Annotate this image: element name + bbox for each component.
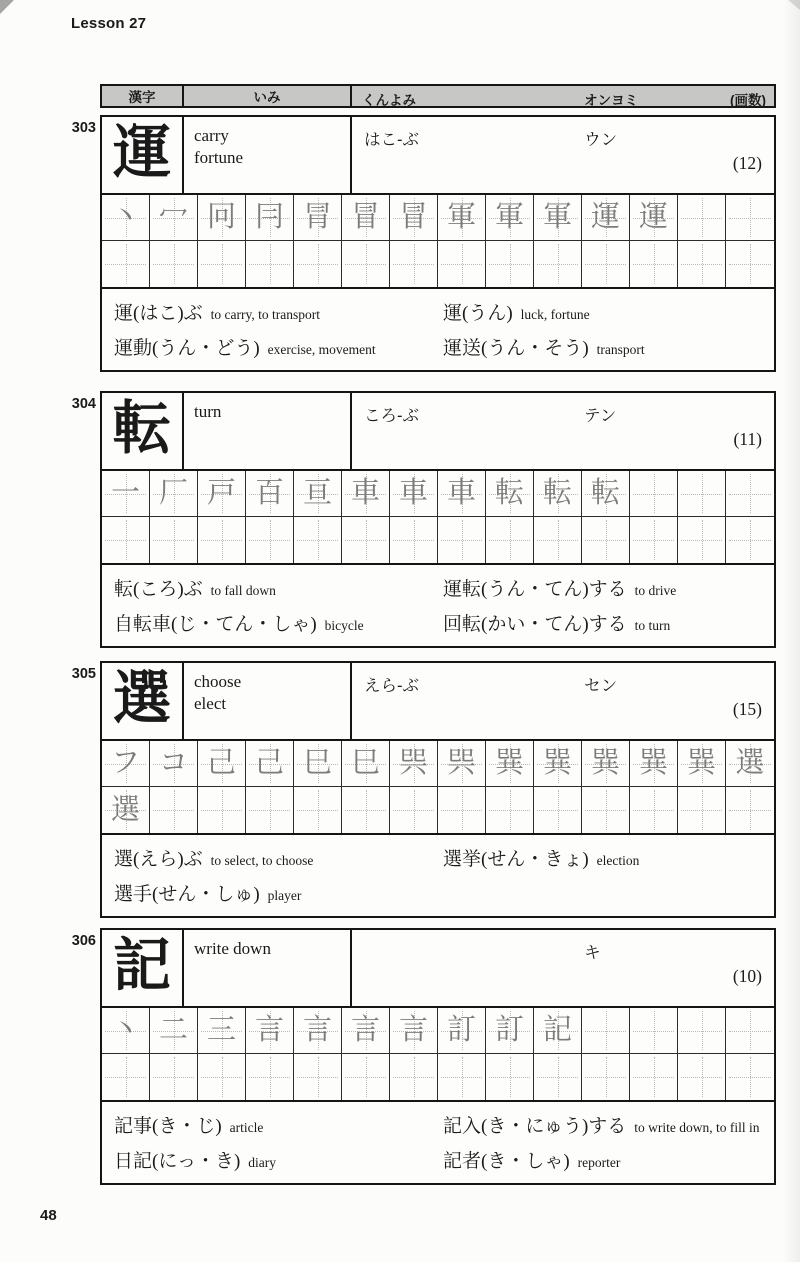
- stroke-cell: [390, 241, 438, 287]
- vocab-gloss: bicycle: [324, 618, 364, 633]
- stroke-cell: [582, 741, 630, 787]
- stroke-step-glyph: 丶: [110, 201, 140, 233]
- stroke-cell: [102, 517, 150, 563]
- vocab-japanese: 運送(うん・そう): [443, 338, 589, 359]
- stroke-step-glyph: 訂: [494, 1014, 524, 1046]
- stroke-cell: [486, 517, 534, 563]
- stroke-cell: [630, 241, 678, 287]
- vocab-japanese: 自転車(じ・てん・しゃ): [114, 614, 317, 635]
- stroke-step-glyph: フ: [110, 747, 140, 779]
- stroke-cell: [198, 241, 246, 287]
- stroke-cell: [150, 741, 198, 787]
- stroke-cell: [150, 241, 198, 287]
- vocab-gloss: reporter: [577, 1155, 621, 1170]
- vocab-japanese: 選(えら)ぶ: [114, 849, 203, 870]
- stroke-cell: [438, 241, 486, 287]
- vocab-item: [114, 1111, 439, 1138]
- stroke-step-glyph: 訂: [446, 1014, 476, 1046]
- stroke-cell: [342, 517, 390, 563]
- stroke-step-glyph: 軍: [494, 201, 524, 233]
- vocab-japanese: 日記(にっ・き): [114, 1151, 241, 1172]
- entry-info-row: [102, 930, 774, 1008]
- entry-meanings: [184, 117, 352, 193]
- stroke-cell: [726, 1054, 774, 1100]
- vocab-item: [443, 844, 768, 871]
- scan-artifact-top-left: [0, 0, 14, 14]
- stroke-cell: [726, 471, 774, 517]
- stroke-cell: [678, 471, 726, 517]
- stroke-cell: [534, 741, 582, 787]
- stroke-cell: [102, 741, 150, 787]
- entry-kanji: 記: [102, 930, 184, 1006]
- stroke-cell: [246, 1008, 294, 1054]
- stroke-cell: [246, 195, 294, 241]
- vocab-japanese: 記事(き・じ): [114, 1116, 222, 1137]
- stroke-cell: [486, 471, 534, 517]
- stroke-step-glyph: 転: [542, 477, 572, 509]
- page-number: 48: [40, 1207, 57, 1224]
- stroke-step-glyph: 車: [350, 477, 380, 509]
- stroke-cell: [438, 1008, 486, 1054]
- onyomi-reading: ウン: [584, 131, 618, 149]
- stroke-cell: [294, 787, 342, 833]
- stroke-cell: [726, 517, 774, 563]
- stroke-practice-grid: [102, 195, 774, 287]
- stroke-cell: [438, 517, 486, 563]
- stroke-cell: [438, 471, 486, 517]
- lesson-title: Lesson 27: [71, 15, 147, 32]
- vocab-gloss: to select, to choose: [210, 853, 314, 868]
- vocab-section: [102, 287, 774, 370]
- onyomi-reading: キ: [584, 944, 601, 962]
- stroke-step-glyph: 巺: [398, 747, 428, 779]
- stroke-cell: [198, 1054, 246, 1100]
- stroke-cell: [246, 1054, 294, 1100]
- stroke-cell: [342, 1008, 390, 1054]
- stroke-step-glyph: 転: [494, 477, 524, 509]
- stroke-cell: [246, 517, 294, 563]
- stroke-step-glyph: 冒: [398, 201, 428, 233]
- vocab-gloss: luck, fortune: [520, 307, 590, 322]
- vocab-gloss: to fall down: [210, 583, 276, 598]
- stroke-cell: [486, 1008, 534, 1054]
- stroke-count: (10): [732, 966, 762, 986]
- vocab-item: [114, 844, 439, 871]
- stroke-step-glyph: 冖: [158, 201, 188, 233]
- stroke-step-glyph: 言: [350, 1014, 380, 1046]
- entry-blocks-container: [71, 115, 776, 1185]
- entry-kanji: 転: [102, 393, 184, 469]
- stroke-step-glyph: 巳: [350, 747, 380, 779]
- vocab-item: [443, 574, 768, 601]
- stroke-cell: [150, 471, 198, 517]
- stroke-cell: [630, 471, 678, 517]
- stroke-cell: [294, 1008, 342, 1054]
- vocab-item: [443, 1111, 768, 1138]
- header-onyomi-label: オンヨミ: [584, 93, 639, 108]
- stroke-step-glyph: 巽: [638, 747, 668, 779]
- stroke-cell: [150, 195, 198, 241]
- stroke-cell: [342, 787, 390, 833]
- vocab-gloss: to drive: [634, 583, 677, 598]
- onyomi-reading: テン: [584, 407, 617, 425]
- stroke-cell: [294, 741, 342, 787]
- stroke-cell: [198, 787, 246, 833]
- entry-kanji: 運: [102, 117, 184, 193]
- vocab-section: [102, 1100, 774, 1183]
- stroke-cell: [150, 1054, 198, 1100]
- stroke-cell: [150, 1008, 198, 1054]
- stroke-step-glyph: 言: [302, 1014, 332, 1046]
- stroke-step-glyph: 軍: [446, 201, 476, 233]
- stroke-cell: [198, 741, 246, 787]
- vocab-japanese: 選手(せん・しゅ): [114, 884, 260, 905]
- stroke-cell: [678, 741, 726, 787]
- stroke-cell: [246, 471, 294, 517]
- stroke-practice-grid: [102, 1008, 774, 1100]
- stroke-cell: [390, 471, 438, 517]
- meaning-line: carry: [194, 126, 229, 145]
- vocab-item: [114, 1146, 439, 1173]
- stroke-step-glyph: 冐: [302, 201, 332, 233]
- entry-block-306: [71, 928, 776, 1185]
- stroke-step-glyph: 厂: [158, 477, 188, 509]
- stroke-cell: [342, 741, 390, 787]
- stroke-cell: [342, 195, 390, 241]
- stroke-cell: [246, 241, 294, 287]
- vocab-item: [114, 298, 439, 325]
- stroke-step-glyph: 記: [542, 1014, 572, 1046]
- entry-number: 305: [71, 666, 96, 682]
- stroke-cell: [582, 787, 630, 833]
- stroke-cell: [678, 1054, 726, 1100]
- stroke-cell: [726, 741, 774, 787]
- stroke-cell: [102, 1008, 150, 1054]
- stroke-cell: [534, 195, 582, 241]
- stroke-cell: [678, 787, 726, 833]
- vocab-gloss: to write down, to fill in: [634, 1120, 760, 1135]
- vocab-item: [443, 333, 768, 360]
- vocab-section: [102, 833, 774, 916]
- stroke-step-glyph: 百: [254, 477, 284, 509]
- vocab-japanese: 記入(き・にゅう)する: [443, 1116, 627, 1137]
- stroke-cell: [198, 1008, 246, 1054]
- vocab-gloss: election: [596, 853, 640, 868]
- entry-block-303: [71, 115, 776, 372]
- stroke-cell: [726, 195, 774, 241]
- entry-info-row: [102, 117, 774, 195]
- header-stroke-count-label: (画数): [730, 93, 766, 108]
- vocab-item: [114, 574, 439, 601]
- stroke-step-glyph: 巽: [686, 747, 716, 779]
- stroke-count: (15): [732, 699, 762, 719]
- entry-meanings: [184, 663, 352, 739]
- stroke-count: (11): [733, 429, 762, 449]
- stroke-cell: [102, 195, 150, 241]
- table-header-row: [100, 84, 776, 108]
- stroke-step-glyph: 車: [398, 477, 428, 509]
- stroke-cell: [438, 195, 486, 241]
- stroke-step-glyph: 選: [110, 793, 140, 826]
- stroke-step-glyph: 一: [110, 477, 140, 509]
- stroke-step-glyph: 巽: [590, 747, 620, 779]
- stroke-cell: [726, 241, 774, 287]
- stroke-step-glyph: 亘: [302, 477, 332, 509]
- stroke-cell: [486, 241, 534, 287]
- stroke-step-glyph: 巽: [542, 747, 572, 779]
- stroke-cell: [630, 517, 678, 563]
- vocab-item: [114, 333, 439, 360]
- stroke-step-glyph: 二: [158, 1014, 188, 1046]
- stroke-cell: [102, 787, 150, 833]
- stroke-step-glyph: 選: [735, 747, 765, 779]
- meaning-line: fortune: [194, 148, 244, 168]
- vocab-item: [114, 609, 439, 636]
- stroke-cell: [102, 241, 150, 287]
- stroke-cell: [630, 741, 678, 787]
- stroke-step-glyph: 己: [206, 747, 236, 779]
- vocab-japanese: 記者(き・しゃ): [443, 1151, 570, 1172]
- stroke-cell: [534, 1054, 582, 1100]
- vocab-japanese: 運動(うん・どう): [114, 338, 260, 359]
- stroke-cell: [486, 741, 534, 787]
- entry-info-row: [102, 393, 774, 471]
- stroke-step-glyph: 冋: [206, 201, 236, 233]
- entry-readings: [352, 663, 774, 739]
- entry-readings: [352, 117, 774, 193]
- entry-meanings: [184, 930, 352, 1006]
- vocab-gloss: exercise, movement: [267, 342, 376, 357]
- stroke-cell: [342, 241, 390, 287]
- entry-meanings: [184, 393, 352, 469]
- stroke-cell: [342, 471, 390, 517]
- stroke-step-glyph: 車: [446, 477, 476, 509]
- vocab-item: [443, 1146, 768, 1173]
- stroke-cell: [150, 787, 198, 833]
- entry-info-row: [102, 663, 774, 741]
- vocab-japanese: 運(はこ)ぶ: [114, 303, 203, 324]
- vocab-item: [443, 298, 768, 325]
- stroke-cell: [198, 195, 246, 241]
- stroke-step-glyph: 冃: [254, 201, 284, 233]
- stroke-cell: [294, 1054, 342, 1100]
- stroke-cell: [534, 787, 582, 833]
- vocab-section: [102, 563, 774, 646]
- stroke-cell: [630, 787, 678, 833]
- header-meaning-column: いみ: [184, 86, 352, 106]
- stroke-step-glyph: 運: [638, 201, 668, 233]
- entry-number: 303: [71, 120, 96, 136]
- entry-kanji: 選: [102, 663, 184, 739]
- stroke-cell: [294, 517, 342, 563]
- entry-block-305: [71, 661, 776, 918]
- vocab-gloss: to carry, to transport: [210, 307, 320, 322]
- stroke-cell: [438, 1054, 486, 1100]
- stroke-cell: [726, 1008, 774, 1054]
- stroke-cell: [678, 1008, 726, 1054]
- stroke-cell: [294, 241, 342, 287]
- stroke-cell: [294, 195, 342, 241]
- vocab-item: [114, 879, 439, 906]
- stroke-cell: [390, 1054, 438, 1100]
- stroke-cell: [582, 1008, 630, 1054]
- stroke-cell: [438, 741, 486, 787]
- meaning-line: elect: [194, 694, 227, 714]
- stroke-cell: [294, 471, 342, 517]
- stroke-cell: [150, 517, 198, 563]
- stroke-cell: [582, 195, 630, 241]
- stroke-cell: [678, 517, 726, 563]
- stroke-cell: [534, 471, 582, 517]
- stroke-step-glyph: 丶: [110, 1014, 140, 1046]
- stroke-cell: [390, 517, 438, 563]
- stroke-cell: [342, 1054, 390, 1100]
- stroke-step-glyph: コ: [158, 747, 188, 779]
- entry-block-304: [71, 391, 776, 648]
- stroke-step-glyph: 己: [254, 747, 284, 779]
- entry-readings: [352, 930, 774, 1006]
- stroke-step-glyph: 戸: [206, 477, 236, 509]
- stroke-cell: [630, 1008, 678, 1054]
- vocab-japanese: 転(ころ)ぶ: [114, 579, 203, 600]
- kunyomi-reading: ころ-ぶ: [364, 407, 419, 425]
- stroke-step-glyph: 転: [590, 477, 620, 509]
- vocab-gloss: to turn: [634, 618, 671, 633]
- vocab-japanese: 運転(うん・てん)する: [443, 579, 627, 600]
- stroke-cell: [390, 1008, 438, 1054]
- header-kanji-column: 漢字: [102, 86, 184, 106]
- meaning-line: turn: [194, 402, 222, 421]
- stroke-step-glyph: 三: [206, 1014, 236, 1046]
- vocab-japanese: 選挙(せん・きょ): [443, 849, 589, 870]
- vocab-japanese: 回転(かい・てん)する: [443, 614, 627, 635]
- stroke-step-glyph: 巺: [446, 747, 476, 779]
- stroke-cell: [438, 787, 486, 833]
- stroke-step-glyph: 軍: [542, 201, 572, 233]
- vocab-gloss: diary: [248, 1155, 277, 1170]
- stroke-cell: [678, 195, 726, 241]
- stroke-practice-grid: [102, 471, 774, 563]
- vocab-gloss: player: [267, 888, 302, 903]
- stroke-cell: [726, 787, 774, 833]
- stroke-step-glyph: 冒: [350, 201, 380, 233]
- stroke-cell: [198, 471, 246, 517]
- stroke-cell: [534, 1008, 582, 1054]
- vocab-gloss: transport: [596, 342, 645, 357]
- meaning-line: choose: [194, 672, 242, 691]
- header-kunyomi-label: くんよみ: [362, 93, 416, 108]
- stroke-count: (12): [732, 153, 762, 173]
- vocab-item: [443, 609, 768, 636]
- stroke-step-glyph: 言: [398, 1014, 428, 1046]
- vocab-gloss: article: [229, 1120, 264, 1135]
- kunyomi-reading: はこ-ぶ: [364, 131, 419, 149]
- stroke-cell: [246, 787, 294, 833]
- stroke-step-glyph: 巳: [302, 747, 332, 779]
- kunyomi-reading: えら-ぶ: [364, 677, 419, 695]
- stroke-cell: [102, 1054, 150, 1100]
- stroke-cell: [582, 517, 630, 563]
- vocab-japanese: 運(うん): [443, 303, 513, 324]
- header-readings-column: [352, 86, 774, 106]
- stroke-cell: [630, 1054, 678, 1100]
- stroke-cell: [390, 195, 438, 241]
- stroke-cell: [582, 471, 630, 517]
- stroke-cell: [246, 741, 294, 787]
- stroke-step-glyph: 運: [590, 201, 620, 233]
- stroke-practice-grid: [102, 741, 774, 833]
- page-edge-shading: [782, 0, 800, 1262]
- stroke-step-glyph: 言: [254, 1014, 284, 1046]
- stroke-cell: [582, 241, 630, 287]
- stroke-cell: [534, 517, 582, 563]
- stroke-cell: [582, 1054, 630, 1100]
- stroke-cell: [630, 195, 678, 241]
- stroke-cell: [486, 787, 534, 833]
- entry-readings: [352, 393, 774, 469]
- stroke-cell: [198, 517, 246, 563]
- stroke-cell: [486, 195, 534, 241]
- entry-number: 304: [71, 396, 96, 412]
- stroke-cell: [390, 741, 438, 787]
- stroke-step-glyph: 巽: [494, 747, 524, 779]
- entry-number: 306: [71, 933, 96, 949]
- stroke-cell: [534, 241, 582, 287]
- onyomi-reading: セン: [584, 677, 618, 695]
- kanji-table: [71, 84, 776, 1185]
- meaning-line: write down: [194, 939, 271, 958]
- stroke-cell: [102, 471, 150, 517]
- stroke-cell: [390, 787, 438, 833]
- stroke-cell: [486, 1054, 534, 1100]
- stroke-cell: [678, 241, 726, 287]
